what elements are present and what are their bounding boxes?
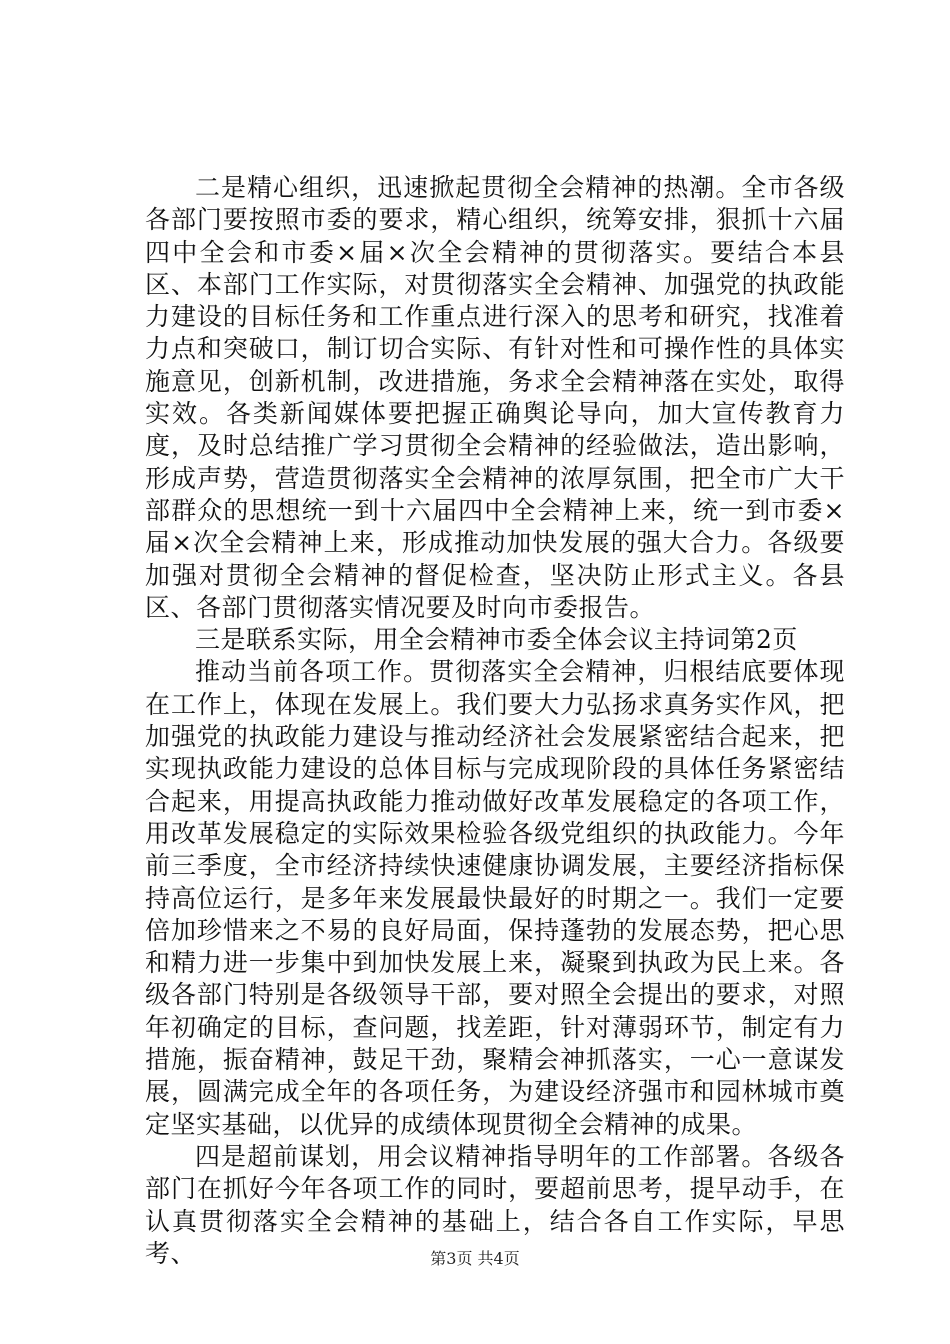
page-footer: 第3页 共4页 xyxy=(430,1249,520,1268)
document-body xyxy=(145,172,845,1270)
paragraph-current-work: 推动当前各项工作。贯彻落实全会精神，归根结底要体现在工作上，体现在发展上。我们要大力弘扬求真务实作风，把加强党的执政能力建设与推动经济社会发展紧密结合起来，把实现执政能力建设的总体目标与完成现阶段的具体任务紧密结合起来，用提高执政能力推动做好改革发展稳定的各项工作，用改革发展稳定的实际效果检验各级党组织的执政能力。今年前三季度，全市经济持续快速健康协调发展，主要经济指标保持高位运行，是多年来发展最快最好的时期之一。我们一定要倍加珍惜来之不易的良好局面，保持蓬勃的发展态势，把心思和精力进一步集中到加快发展上来，凝聚到执政为民上来。各级各部门特别是各级领导干部，要对照全会提出的要求，对照年初确定的目标，查问题，找差距，针对薄弱环节，制定有力措施，振奋精神，鼓足干劲，聚精会神抓落实，一心一意谋发展，圆满完成全年的各项任务，为建设经济强市和园林城市奠定坚实基础，以优异的成绩体现贯彻全会精神的成果。 xyxy=(145,657,845,1139)
paragraph-plan-ahead: 四是超前谋划，用会议精神指导明年的工作部署。各级各部门在抓好今年各项工作的同时，要超前思考，提早动手，在认真贯彻落实全会精神的基础上，结合各自工作实际，早思考、 xyxy=(145,1141,845,1268)
paragraph-organize: 二是精心组织，迅速掀起贯彻全会精神的热潮。全市各级各部门要按照市委的要求，精心组织，统筹安排，狠抓十六届四中全会和市委×届×次全会精神的贯彻落实。要结合本县区、本部门工作实际，对贯彻落实全会精神、加强党的执政能力建设的目标任务和工作重点进行深入的思考和研究，找准着力点和突破口，制订切合实际、有针对性和可操作性的具体实施意见，创新机制，改进措施，务求全会精神落在实处，取得实效。各类新闻媒体要把握正确舆论导向，加大宣传教育力度，及时总结推广学习贯彻全会精神的经验做法，造出影响，形成声势，营造贯彻落实全会精神的浓厚氛围，把全市广大干部群众的思想统一到十六届四中全会精神上来，统一到市委×届×次全会精神上来，形成推动加快发展的强大合力。各级要加强对贯彻全会精神的督促检查，坚决防止形式主义。各县区、各部门贯彻落实情况要及时向市委报告。 xyxy=(145,173,845,622)
paragraph-practice-heading: 三是联系实际，用全会精神市委全体会议主持词第2页 xyxy=(195,625,798,655)
